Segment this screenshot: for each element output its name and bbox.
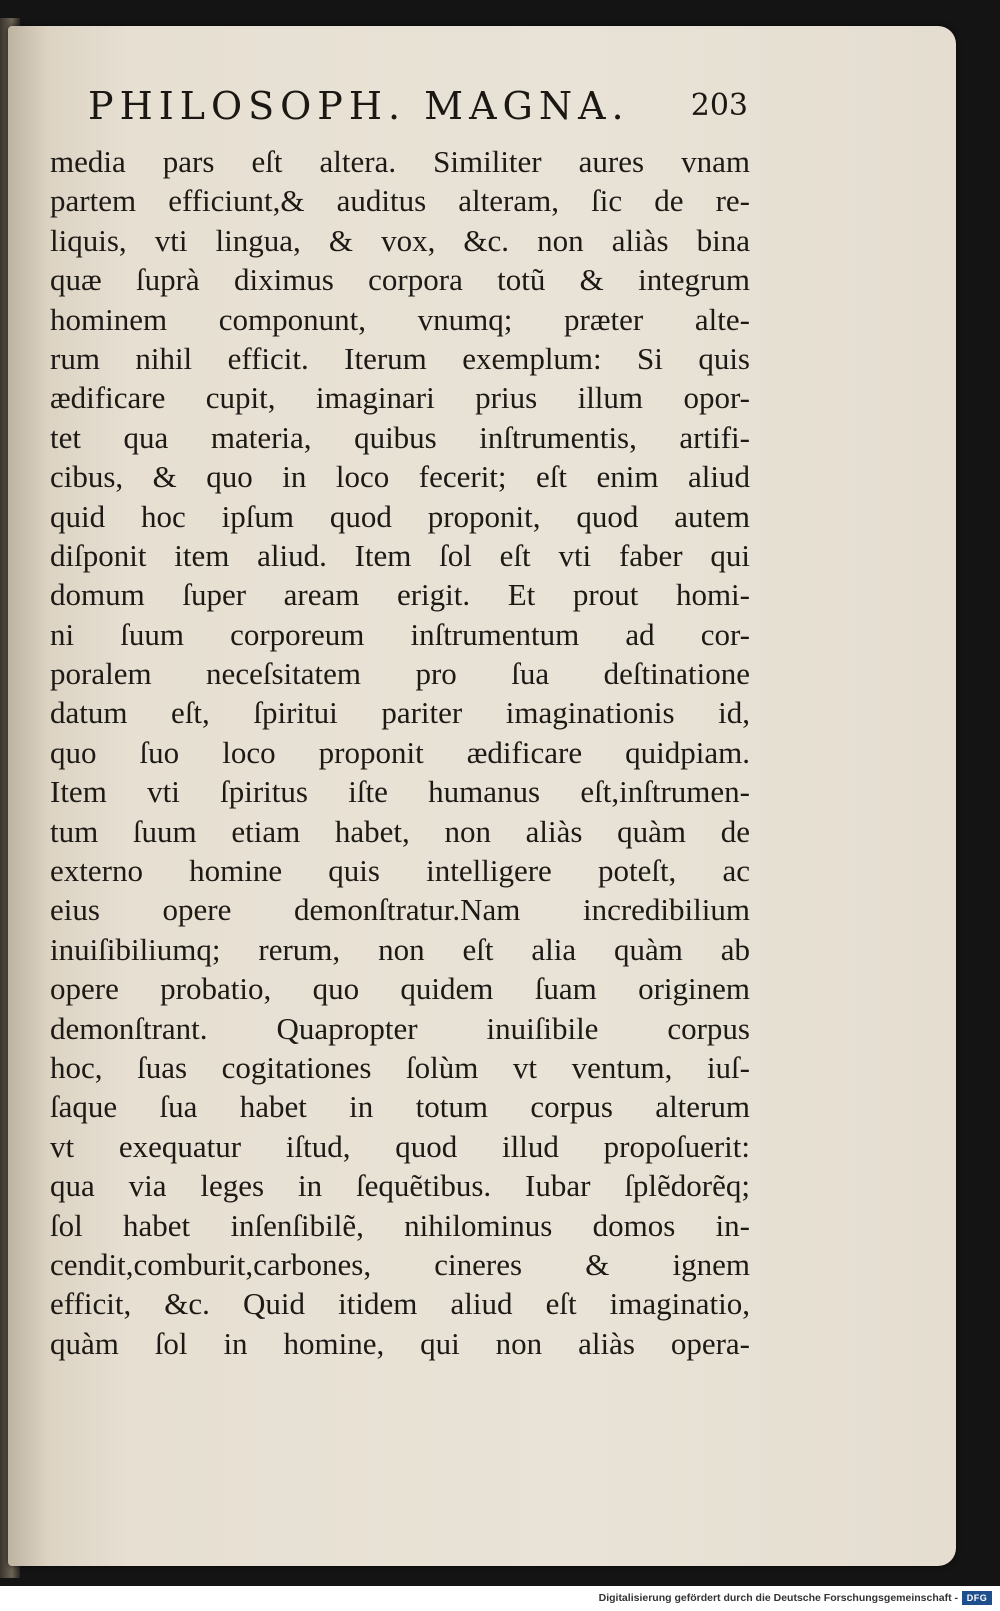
page-number: 203 [690,88,748,123]
body-text [50,142,750,1363]
text-line: hominem componunt, vnumq; præter alte- [50,301,750,337]
text-line: rum nihil efficit. Iterum exemplum: Si quis [50,340,750,376]
text-line: tet qua materia, quibus inſtrumentis, artifi- [50,419,750,455]
text-line: liquis, vti lingua, & vox, &c. non aliàs bina [50,222,750,258]
text-line: ni ſuum corporeum inſtrumentum ad cor- [50,616,750,652]
footer-bar [0,1586,1000,1611]
text-line: hoc, ſuas cogitationes ſolùm vt ventum, iuſ- [50,1049,750,1085]
text-line: cendit,comburit,carbones, cineres & ignem [50,1246,750,1282]
text-line: eius opere demonſtratur.Nam incredibilium [50,892,750,928]
running-title: PHILOSOPH. MAGNA. [88,84,630,128]
text-line: diſponit item aliud. Item ſol eſt vti faber qui [50,537,750,573]
text-line: tum ſuum etiam habet, non aliàs quàm de [50,813,750,849]
text-line: quæ ſuprà diximus corpora totũ & integrum [50,262,750,298]
text-line: ſol habet inſenſibilẽ, nihilominus domos in- [50,1207,750,1243]
text-line: externo homine quis intelligere poteſt, ac [50,853,750,889]
text-line: partem efficiunt,& auditus alteram, ſic de re- [50,183,750,219]
text-line: Item vti ſpiritus iſte humanus eſt,inſtrumen- [50,774,750,810]
text-line: demonſtrant. Quapropter inuiſibile corpus [50,1010,750,1046]
page-header [88,84,748,136]
text-line: datum eſt, ſpiritui pariter imaginationis id, [50,695,750,731]
text-line: poralem neceſsitatem pro ſua deſtinatione [50,656,750,692]
text-line: ſaque ſua habet in totum corpus alterum [50,1089,750,1125]
text-line: cibus, & quo in loco fecerit; eſt enim aliud [50,459,750,495]
text-line: qua via leges in ſequẽtibus. Iubar ſplẽdorẽq; [50,1168,750,1204]
text-line: vt exequatur iſtud, quod illud propoſuerit: [50,1128,750,1164]
text-line: inuiſibiliumq; rerum, non eſt alia quàm ab [50,931,750,967]
text-line: opere probatio, quo quidem ſuam originem [50,971,750,1007]
text-line: quo ſuo loco proponit ædificare quidpiam. [50,734,750,770]
text-line: efficit, &c. Quid itidem aliud eſt imaginatio, [50,1286,750,1322]
text-line: quid hoc ipſum quod proponit, quod autem [50,498,750,534]
text-line: media pars eſt altera. Similiter aures vnam [50,144,750,179]
text-line: ædificare cupit, imaginari prius illum opor- [50,380,750,416]
dfg-logo-icon: DFG [962,1591,992,1605]
digitization-credit: Digitalisierung gefördert durch die Deutsche Forschungsgemeinschaft - [598,1592,958,1604]
text-line: quàm ſol in homine, qui non aliàs opera- [50,1325,750,1361]
text-line: domum ſuper aream erigit. Et prout homi- [50,577,750,613]
